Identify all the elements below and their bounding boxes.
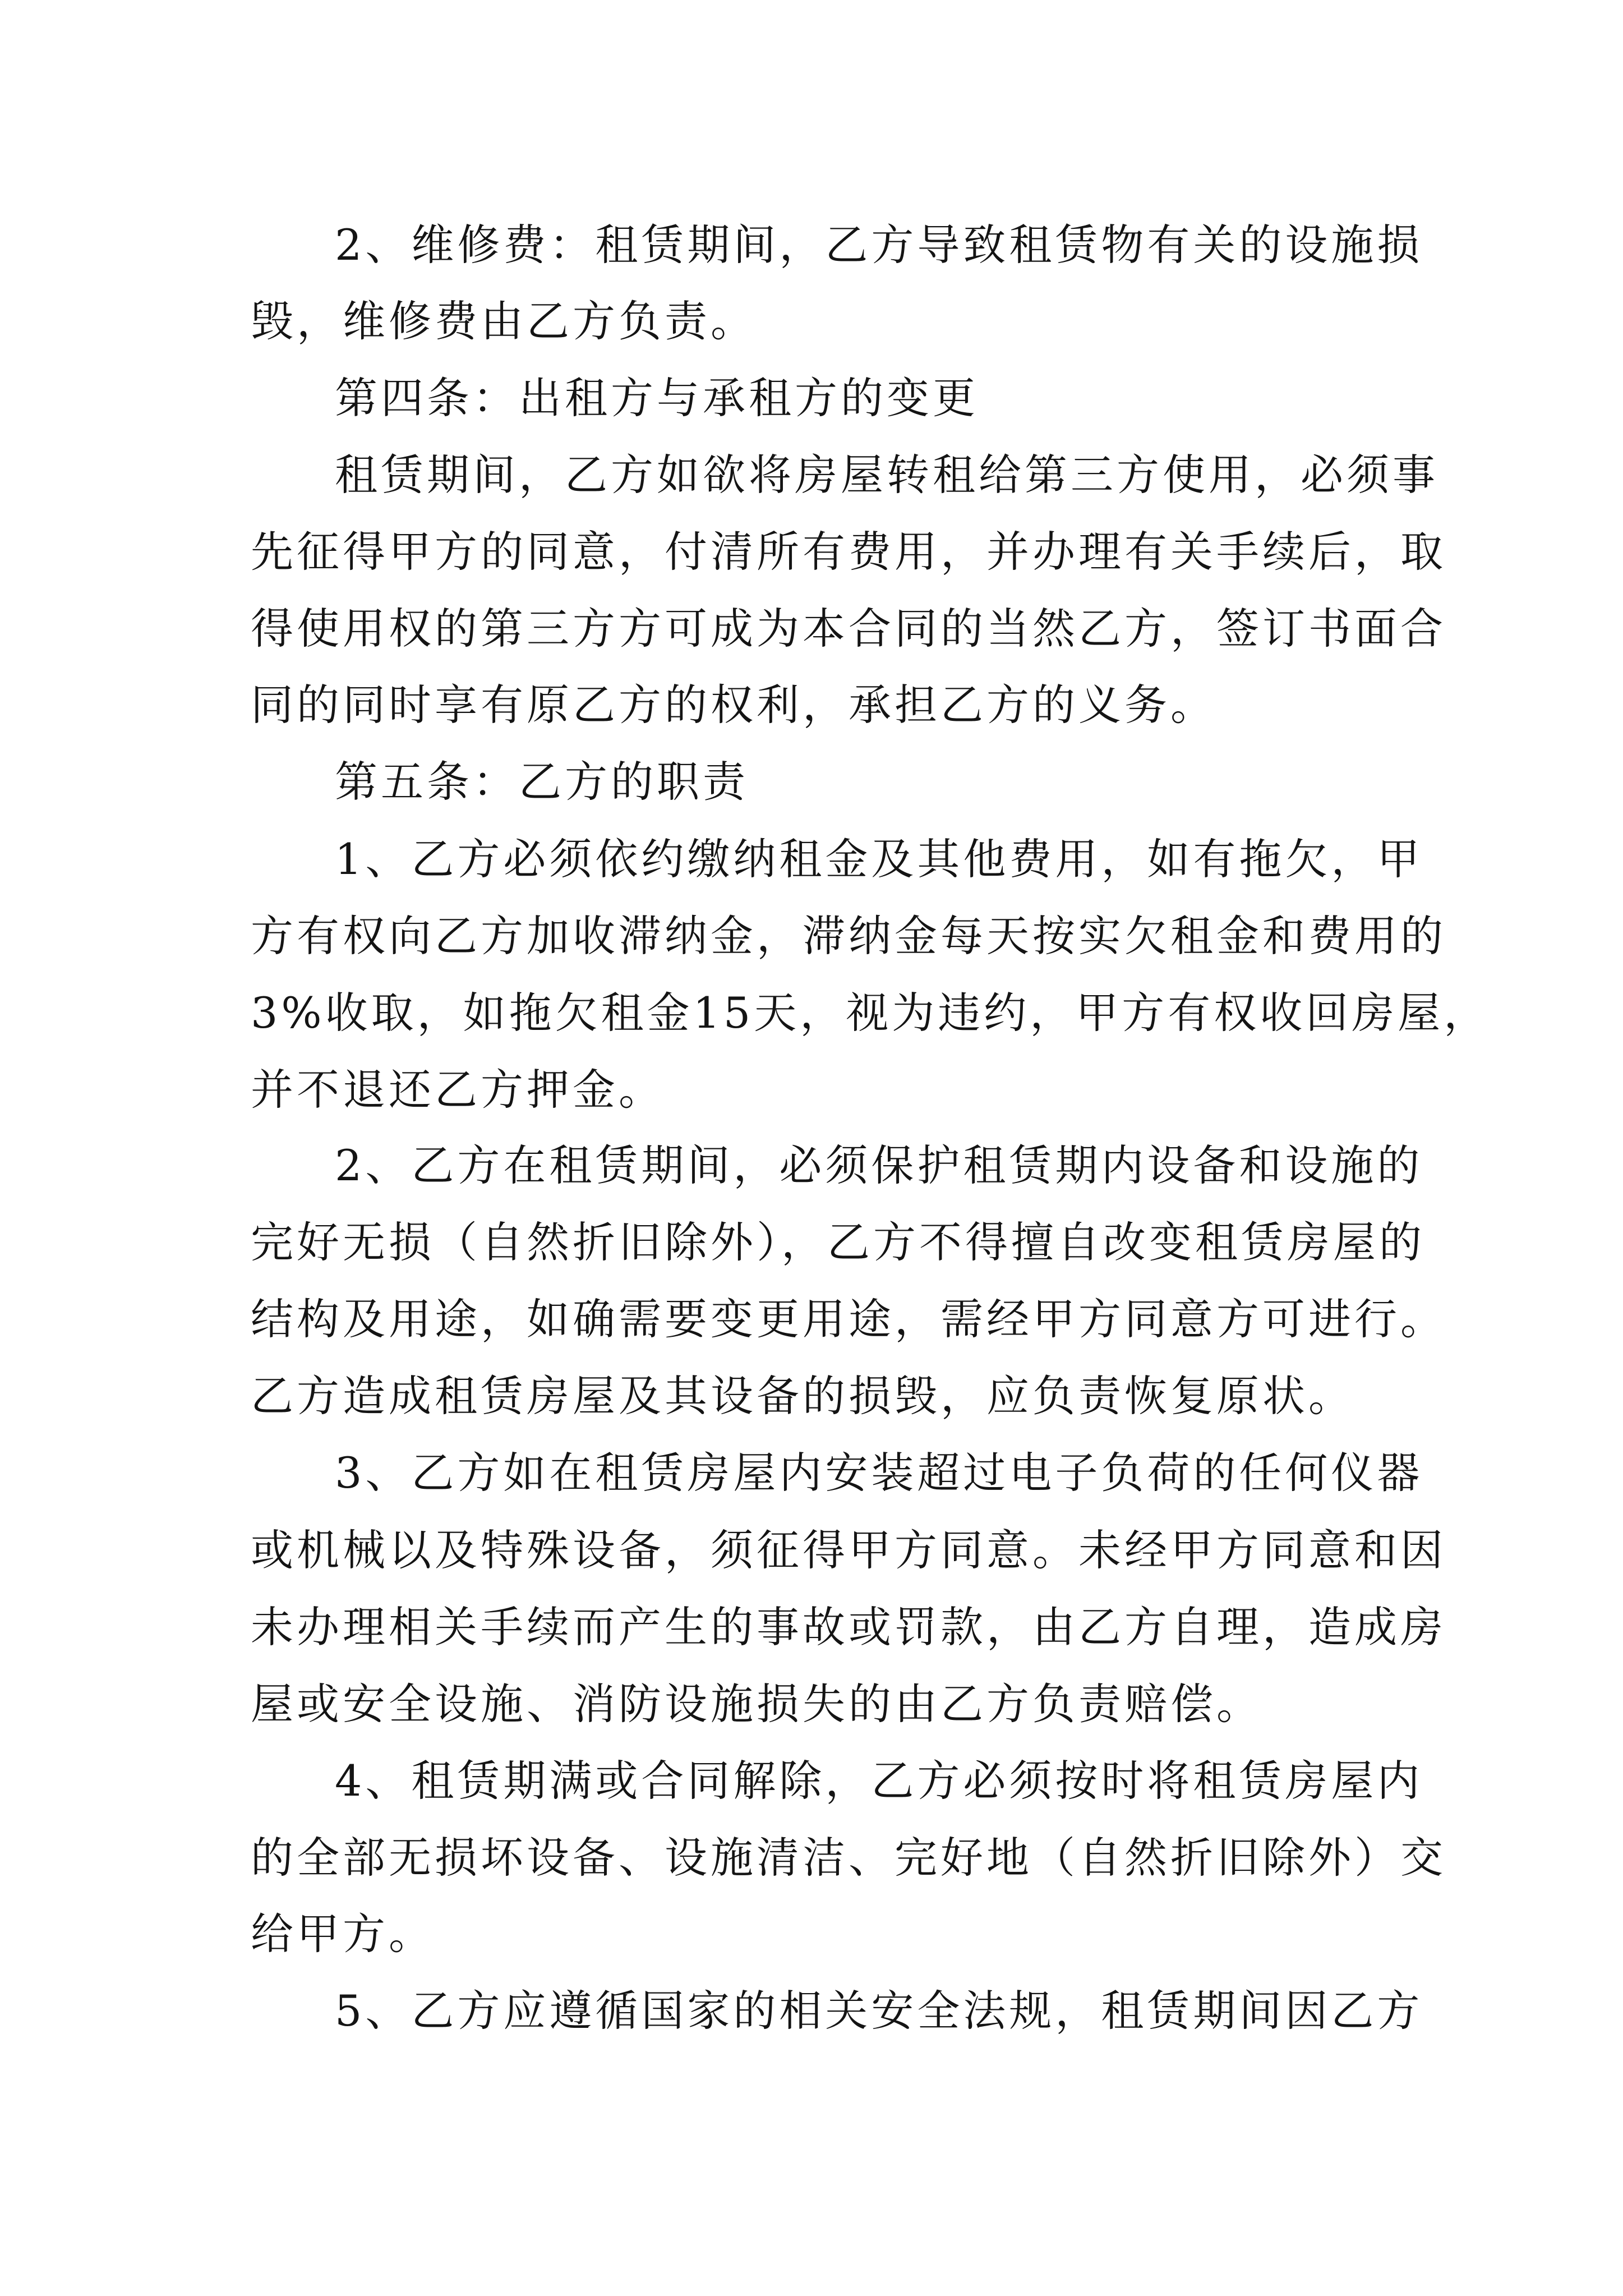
- text-line: 3%收取，如拖欠租金15天，视为违约，甲方有权收回房屋，: [251, 988, 1490, 1038]
- text-line: 同的同时享有原乙方的权利，承担乙方的义务。: [251, 680, 1216, 730]
- text-line: 毁，维修费由乙方负责。: [251, 296, 757, 346]
- text-line: 完好无损（自然折旧除外），乙方不得擅自改变租赁房屋的: [251, 1217, 1425, 1267]
- text-line: 结构及用途，如确需要变更用途，需经甲方同意方可进行。: [251, 1294, 1446, 1344]
- text-line: 给甲方。: [251, 1909, 435, 1959]
- text-line: 乙方造成租赁房屋及其设备的损毁，应负责恢复原状。: [251, 1371, 1354, 1421]
- text-line: 屋或安全设施、消防设施损失的由乙方负责赔偿。: [251, 1679, 1262, 1729]
- text-line: 租赁期间，乙方如欲将房屋转租给第三方使用，必须事: [335, 450, 1438, 500]
- text-line: 2、乙方在租赁期间，必须保护租赁期内设备和设施的: [335, 1140, 1423, 1190]
- text-line: 方有权向乙方加收滞纳金，滞纳金每天按实欠租金和费用的: [251, 911, 1446, 961]
- text-line: 4、租赁期满或合同解除，乙方必须按时将租赁房屋内: [335, 1756, 1423, 1806]
- text-line: 2、维修费：租赁期间，乙方导致租赁物有关的设施损: [335, 220, 1423, 270]
- text-line: 得使用权的第三方方可成为本合同的当然乙方，签订书面合: [251, 604, 1446, 654]
- text-line: 5、乙方应遵循国家的相关安全法规，租赁期间因乙方: [335, 1986, 1423, 2036]
- text-line: 的全部无损坏设备、设施清洁、完好地（自然折旧除外）交: [251, 1833, 1446, 1883]
- text-line: 3、乙方如在租赁房屋内安装超过电子负荷的任何仪器: [335, 1448, 1423, 1498]
- text-line: 1、乙方必须依约缴纳租金及其他费用，如有拖欠，甲: [335, 834, 1423, 884]
- text-line: 未办理相关手续而产生的事故或罚款，由乙方自理，造成房: [251, 1602, 1446, 1652]
- section-heading: 第四条：出租方与承租方的变更: [335, 373, 979, 423]
- section-heading: 第五条：乙方的职责: [335, 757, 749, 807]
- text-line: 或机械以及特殊设备，须征得甲方同意。未经甲方同意和因: [251, 1525, 1446, 1575]
- text-line: 并不退还乙方押金。: [251, 1065, 665, 1115]
- text-line: 先征得甲方的同意，付清所有费用，并办理有关手续后，取: [251, 527, 1446, 577]
